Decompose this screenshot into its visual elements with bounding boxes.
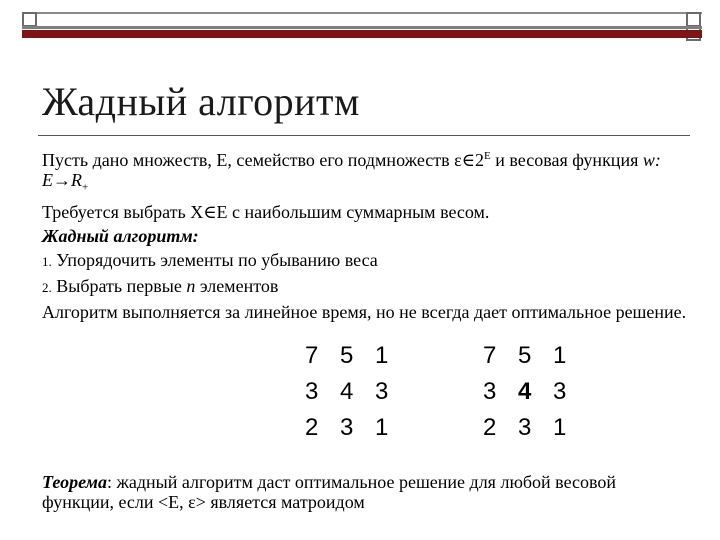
reals-plus-subscript: + [82, 181, 89, 194]
matrix-row [483, 338, 588, 374]
matrix-cell: 4 [340, 378, 354, 405]
list-item-2 [42, 276, 692, 298]
list-number-1: 1. [42, 253, 52, 269]
matrix-row [483, 374, 588, 410]
left-square-icon [22, 12, 37, 27]
paragraph-complexity: Алгоритм выполняется за линейное время, но не всегда дает оптимальное решение. [42, 301, 687, 322]
matrix-cell-highlighted: 4 [518, 378, 532, 405]
matrix-cell: 3 [305, 378, 319, 405]
title-underline [38, 135, 690, 136]
red-band [22, 30, 702, 38]
list-text-2b: элементов [195, 275, 279, 296]
matrix-cell: 3 [553, 378, 567, 405]
n-variable: n [186, 275, 196, 296]
list-text-2a: Выбрать первые [51, 275, 187, 296]
matrix-cell: 1 [375, 342, 389, 369]
list-text-1: Упорядочить элементы по убыванию веса [51, 249, 378, 270]
definition-text-2: и весовая функция [490, 150, 643, 170]
matrix-cell: 5 [340, 342, 354, 369]
matrix-cell: 2 [483, 414, 497, 441]
theorem-label: Теорема [42, 472, 107, 492]
matrix-cell: 7 [305, 342, 319, 369]
algorithm-heading: Жадный алгоритм: [42, 225, 199, 246]
matrix-cell: 3 [518, 414, 532, 441]
matrix-cell: 3 [340, 414, 354, 441]
paragraph-algorithm-heading [42, 226, 692, 246]
list-item-1 [42, 250, 692, 272]
weight-function: w: E [42, 150, 661, 190]
matrix-row [305, 410, 410, 446]
slide-body [42, 146, 692, 326]
matrix-cell: 1 [553, 414, 567, 441]
top-thin-rule [22, 12, 702, 14]
gray-band [22, 26, 702, 29]
reals-symbol: R [71, 170, 82, 190]
paragraph-definition [42, 146, 692, 198]
matrix-left [305, 338, 410, 446]
theorem-text [42, 472, 682, 512]
power-set-exponent: E [484, 150, 491, 162]
matrix-row [305, 374, 410, 410]
arrow-glyph: → [53, 170, 71, 190]
matrix-cell: 3 [483, 378, 497, 405]
matrix-row [483, 410, 588, 446]
definition-text: Пусть дано множеств, E, семейство его подмножеств ε∈2 [42, 150, 484, 170]
matrix-right [483, 338, 588, 446]
slide-title: Жадный алгоритм [42, 79, 360, 124]
right-square-icon [686, 12, 701, 27]
list-number-2: 2. [42, 279, 52, 295]
matrix-cell: 1 [375, 414, 389, 441]
matrix-cell: 2 [305, 414, 319, 441]
theorem-block [42, 472, 682, 512]
theorem-statement: : жадный алгоритм даст оптимальное решение для любой весовой функции, если <E, ε> является матроидом [42, 472, 617, 512]
matrix-cell: 1 [553, 342, 567, 369]
matrix-cell: 3 [375, 378, 389, 405]
matrix-cell: 5 [518, 342, 532, 369]
paragraph-task: Требуется выбрать X∈E с наибольшим суммарным весом. [42, 201, 490, 222]
matrix-row [305, 338, 410, 374]
matrix-cell: 7 [483, 342, 497, 369]
